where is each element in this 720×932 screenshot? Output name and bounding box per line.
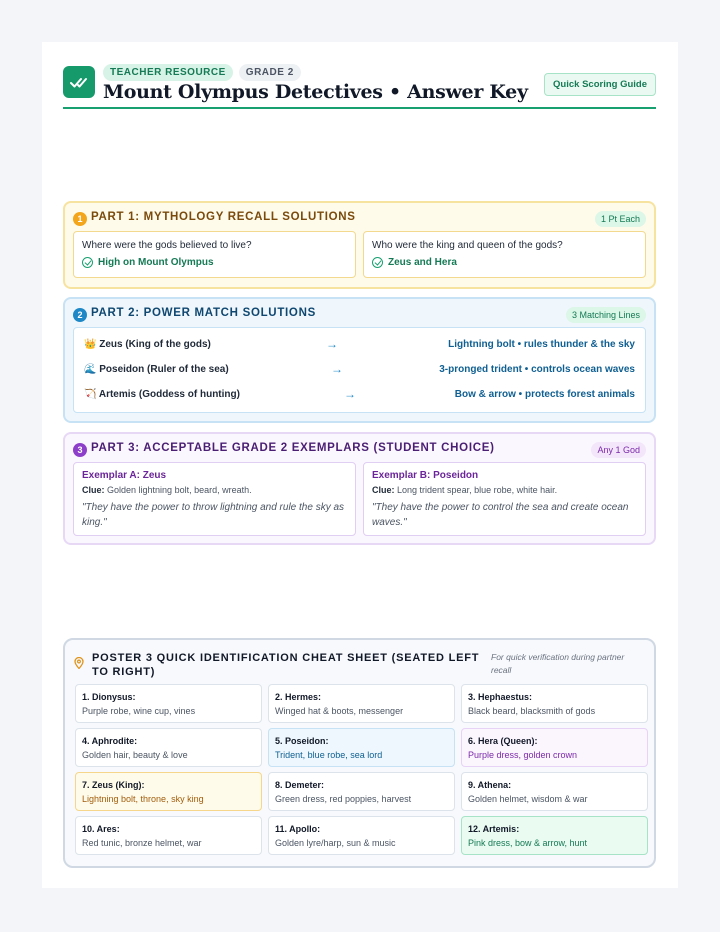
god-card-description: Golden lyre/harp, sun & music — [275, 838, 396, 848]
match-row — [84, 387, 635, 403]
god-card — [75, 772, 262, 811]
exemplar-quote: "They have the power to throw lightning and rule the sky as king." — [82, 502, 345, 528]
god-card — [268, 684, 455, 723]
god-card-name: 1. Dionysus: — [82, 692, 136, 702]
cheat-sheet-title: POSTER 3 QUICK IDENTIFICATION CHEAT SHEET (SEATED LEFT TO RIGHT) — [92, 652, 480, 678]
god-card — [268, 728, 455, 767]
match-row — [84, 362, 635, 378]
match-power: 3-pronged trident • controls ocean waves — [439, 364, 635, 375]
match-row — [84, 337, 635, 353]
recall-question: Where were the gods believed to live? — [82, 240, 252, 251]
part1-section — [63, 201, 656, 289]
match-god: 👑 Zeus (King of the gods) — [84, 339, 211, 350]
god-card-name: 7. Zeus (King): — [82, 780, 145, 790]
god-card-description: Pink dress, bow & arrow, hunt — [468, 838, 588, 848]
cheat-sheet-note: For quick verification during partner recall — [491, 652, 625, 675]
god-card-name: 8. Demeter: — [275, 780, 325, 790]
teacher-resource-badge: TEACHER RESOURCE — [103, 64, 233, 81]
exemplar-title: Exemplar A: Zeus — [82, 470, 167, 481]
exemplar-card — [363, 462, 646, 536]
arrow-right-icon: → — [331, 362, 343, 376]
god-card-name: 4. Aphrodite: — [82, 736, 138, 746]
god-card-name: 6. Hera (Queen): — [468, 736, 538, 746]
exemplar-clue: Golden lightning bolt, beard, wreath. — [107, 485, 252, 495]
match-power: Bow & arrow • protects forest animals — [454, 389, 635, 400]
god-card-description: Winged hat & boots, messenger — [275, 706, 404, 716]
god-card — [461, 772, 648, 811]
god-card-description: Black beard, blacksmith of gods — [468, 706, 596, 716]
god-card-name: 9. Athena: — [468, 780, 512, 790]
clue-label: Clue: — [82, 485, 105, 495]
part3-number-badge: 3 — [73, 443, 87, 457]
double-check-logo-icon — [63, 66, 95, 98]
recall-answer-card — [73, 231, 356, 278]
god-card-description: Golden hair, beauty & love — [82, 750, 188, 760]
part3-choice-badge: Any 1 God — [591, 442, 646, 458]
god-card-name: 11. Apollo: — [275, 824, 321, 834]
god-card — [461, 728, 648, 767]
god-card — [75, 684, 262, 723]
god-card-description: Purple robe, wine cup, vines — [82, 706, 196, 716]
god-card — [268, 816, 455, 855]
god-card-description: Purple dress, golden crown — [468, 750, 578, 760]
exemplar-quote: "They have the power to control the sea and create ocean waves." — [372, 502, 629, 528]
god-card-description: Red tunic, bronze helmet, war — [82, 838, 202, 848]
clue-label: Clue: — [372, 485, 395, 495]
part3-title: PART 3: ACCEPTABLE GRADE 2 EXEMPLARS (STUDENT CHOICE) — [91, 442, 495, 454]
grade-badge: GRADE 2 — [239, 64, 301, 81]
part1-title: PART 1: MYTHOLOGY RECALL SOLUTIONS — [91, 211, 356, 223]
god-card-name: 2. Hermes: — [275, 692, 322, 702]
god-card — [268, 772, 455, 811]
page-header — [63, 66, 656, 109]
power-match-box — [73, 327, 646, 413]
match-god: 🏹 Artemis (Goddess of hunting) — [84, 389, 240, 400]
part3-section — [63, 432, 656, 545]
recall-answer: Zeus and Hera — [388, 257, 457, 268]
god-card-description: Trident, blue robe, sea lord — [275, 750, 383, 760]
part2-title: PART 2: POWER MATCH SOLUTIONS — [91, 307, 316, 319]
arrow-right-icon: → — [326, 337, 338, 351]
match-god: 🌊 Poseidon (Ruler of the sea) — [84, 364, 229, 375]
part1-number-badge: 1 — [73, 212, 87, 226]
part2-number-badge: 2 — [73, 308, 87, 322]
exemplar-clue: Long trident spear, blue robe, white hair. — [397, 485, 558, 495]
page-title: Mount Olympus Detectives • Answer Key — [103, 81, 528, 103]
god-card-description: Lightning bolt, throne, sky king — [82, 794, 204, 804]
recall-question: Who were the king and queen of the gods? — [372, 240, 563, 251]
quick-scoring-guide-button[interactable]: Quick Scoring Guide — [544, 73, 656, 96]
recall-answer-card — [363, 231, 646, 278]
god-card — [75, 816, 262, 855]
recall-answer: High on Mount Olympus — [98, 257, 214, 268]
god-card-name: 12. Artemis: — [468, 824, 520, 834]
exemplar-card — [73, 462, 356, 536]
part2-lines-badge: 3 Matching Lines — [566, 307, 646, 323]
exemplar-title: Exemplar B: Poseidon — [372, 470, 479, 481]
god-card — [461, 816, 648, 855]
god-card — [461, 684, 648, 723]
answer-key-page — [42, 42, 678, 888]
god-card-description: Golden helmet, wisdom & war — [468, 794, 588, 804]
god-card-name: 5. Poseidon: — [275, 736, 329, 746]
part1-points-badge: 1 Pt Each — [595, 211, 646, 227]
map-pin-icon — [74, 656, 84, 674]
god-card-name: 10. Ares: — [82, 824, 120, 834]
god-card-description: Green dress, red poppies, harvest — [275, 794, 412, 804]
god-card — [75, 728, 262, 767]
god-cards-grid — [75, 684, 645, 855]
match-power: Lightning bolt • rules thunder & the sky — [448, 339, 635, 350]
arrow-right-icon: → — [344, 387, 356, 401]
check-circle-icon — [82, 257, 93, 268]
part2-section — [63, 297, 656, 423]
check-circle-icon — [372, 257, 383, 268]
cheat-sheet — [63, 638, 656, 868]
god-card-name: 3. Hephaestus: — [468, 692, 533, 702]
